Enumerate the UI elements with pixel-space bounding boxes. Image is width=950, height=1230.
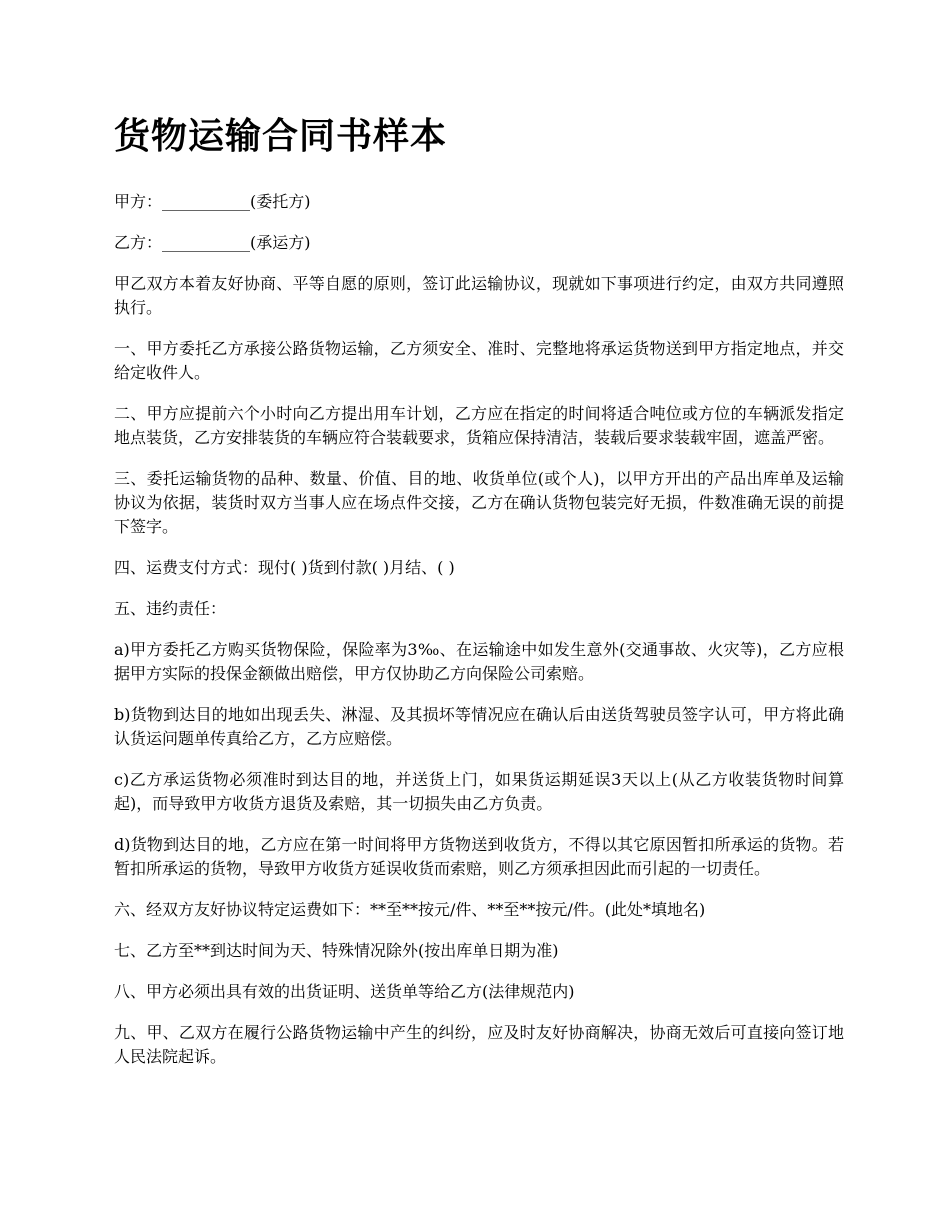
party-a-line: 甲方：___________(委托方) [114,192,311,211]
clause-6: 六、经双方友好协议特定运费如下：**至**按元/件、**至**按元/件。(此处*填地名) [114,900,706,919]
clause-8: 八、甲方必须出具有效的出货证明、送货单等给乙方(法律规范内) [114,982,575,1001]
clause-5d: d)货物到达目的地，乙方应在第一时间将甲方货物送到收货方，不得以其它原因暂扣所承运的货物。若暂扣所承运的货物，导致甲方收货方延误收货而索赔，则乙方须承担因此而引起的一切责任。 [114,835,844,878]
clause-4-payment: 四、运费支付方式：现付( )货到付款( )月结、( ) [114,558,455,577]
clause-9: 九、甲、乙双方在履行公路货物运输中产生的纠纷，应及时友好协商解决，协商无效后可直接向签订地人民法院起诉。 [114,1023,844,1066]
clause-5a: a)甲方委托乙方购买货物保险，保险率为3‰、在运输途中如发生意外(交通事故、火灾等)，乙方应根据甲方实际的投保金额做出赔偿，甲方仅协助乙方向保险公司索赔。 [114,640,844,683]
party-b-line: 乙方：___________(承运方) [114,233,311,252]
clause-7: 七、乙方至**到达时间为天、特殊情况除外(按出库单日期为准) [114,941,559,960]
document-page [114,112,844,1086]
intro-paragraph: 甲乙双方本着友好协商、平等自愿的原则，签订此运输协议，现就如下事项进行约定，由双方共同遵照执行。 [114,274,844,317]
clause-5c: c)乙方承运货物必须准时到达目的地，并送货上门，如果货运期延误3天以上(从乙方收装货物时间算起)，而导致甲方收货方退货及索赔，其一切损失由乙方负责。 [114,770,844,813]
clause-2: 二、甲方应提前六个小时向乙方提出用车计划，乙方应在指定的时间将适合吨位或方位的车辆派发指定地点装货，乙方安排装货的车辆应符合装载要求，货箱应保持清洁，装载后要求装载牢固，遮盖严密。 [114,404,844,447]
document-title: 货物运输合同书样本 [114,115,448,157]
clause-5-heading: 五、违约责任： [114,599,227,618]
clause-5b: b)货物到达目的地如出现丢失、淋湿、及其损坏等情况应在确认后由送货驾驶员签字认可，甲方将此确认货运问题单传真给乙方，乙方应赔偿。 [114,705,844,748]
clause-1: 一、甲方委托乙方承接公路货物运输，乙方须安全、准时、完整地将承运货物送到甲方指定地点，并交给定收件人。 [114,339,844,382]
clause-3: 三、委托运输货物的品种、数量、价值、目的地、收货单位(或个人)，以甲方开出的产品出库单及运输协议为依据，装货时双方当事人应在场点件交接，乙方在确认货物包装完好无损，件数准确无误的前提下签字。 [114,469,844,536]
